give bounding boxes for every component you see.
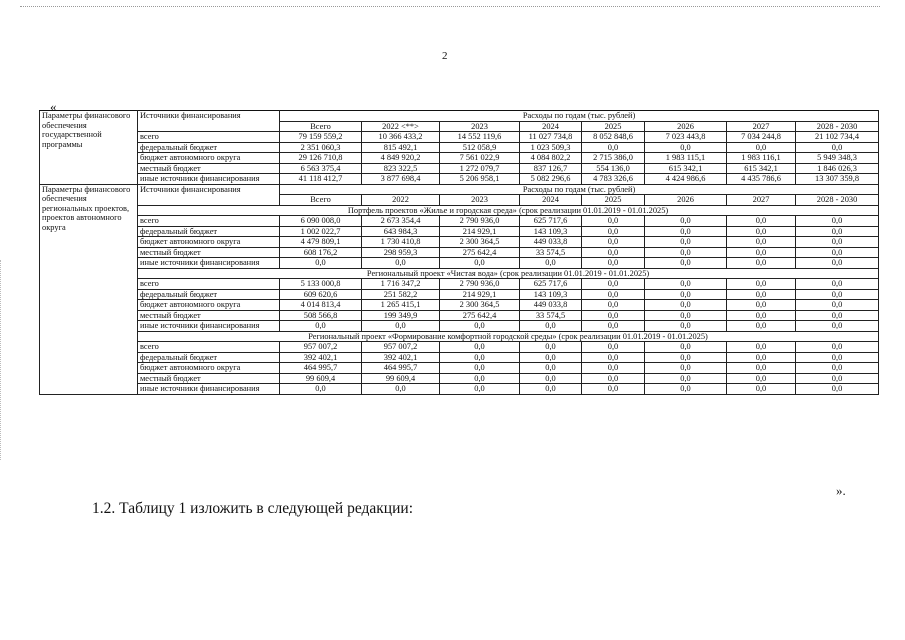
section1-cell: 21 102 734,4 (796, 132, 879, 143)
section2-cell: 6 090 008,0 (280, 216, 362, 227)
amendment-paragraph: 1.2. Таблицу 1 изложить в следующей редакции: (92, 500, 413, 517)
section2-data-row (40, 289, 879, 300)
section2-cell: 0,0 (440, 384, 520, 395)
section2-cell: 99 609,4 (280, 373, 362, 384)
section2-cell: 0,0 (440, 342, 520, 353)
section2-cell: 33 574,5 (520, 247, 582, 258)
section2-project-title: Портфель проектов «Жилье и городская среда» (срок реализации 01.01.2019 - 01.01.2025) (138, 205, 879, 216)
section2-cell: 0,0 (727, 384, 796, 395)
section2-cell: 0,0 (645, 363, 727, 374)
section1-cell: 11 027 734,8 (520, 132, 582, 143)
section1-row-label: иные источники финансирования (138, 174, 280, 185)
section1-data-row (40, 163, 879, 174)
section2-cell: 0,0 (582, 373, 645, 384)
section2-cell: 0,0 (645, 258, 727, 269)
section2-cell: 99 609,4 (362, 373, 440, 384)
section2-cell: 0,0 (796, 279, 879, 290)
section2-cell: 0,0 (727, 279, 796, 290)
section1-cell: 7 023 443,8 (645, 132, 727, 143)
section2-cell: 608 176,2 (280, 247, 362, 258)
section2-row-label: бюджет автономного округа (138, 300, 280, 311)
section1-cell: 554 136,0 (582, 163, 645, 174)
section2-cell: 0,0 (727, 258, 796, 269)
section2-data-row (40, 373, 879, 384)
section1-cell: 7 034 244,8 (727, 132, 796, 143)
section1-cell: 5 082 296,6 (520, 174, 582, 185)
section2-cell: 0,0 (727, 352, 796, 363)
section1-cell: 4 435 786,6 (727, 174, 796, 185)
section1-cell: 13 307 359,8 (796, 174, 879, 185)
section2-cell: 0,0 (582, 247, 645, 258)
section2-year-0: Всего (280, 195, 362, 206)
section1-cell: 8 052 848,6 (582, 132, 645, 143)
section2-cell: 0,0 (582, 321, 645, 332)
section1-cell: 615 342,1 (645, 163, 727, 174)
section2-cell: 0,0 (280, 258, 362, 269)
section2-row-label: всего (138, 279, 280, 290)
section2-data-row (40, 321, 879, 332)
section2-cell: 0,0 (582, 216, 645, 227)
section2-cell: 0,0 (520, 363, 582, 374)
section2-project-title-row (40, 205, 879, 216)
section1-cell: 1 272 079,7 (440, 163, 520, 174)
section2-cell: 0,0 (796, 226, 879, 237)
section2-cell: 0,0 (796, 237, 879, 248)
section2-cell: 0,0 (727, 237, 796, 248)
section2-cell: 0,0 (727, 321, 796, 332)
section2-cell: 298 959,3 (362, 247, 440, 258)
section1-cell: 7 561 022,9 (440, 153, 520, 164)
section2-source-header: Источники финансирования (138, 184, 280, 205)
section1-cell: 2 715 386,0 (582, 153, 645, 164)
section2-cell: 0,0 (440, 373, 520, 384)
section2-cell: 0,0 (645, 384, 727, 395)
section2-cell: 251 582,2 (362, 289, 440, 300)
section2-data-row (40, 384, 879, 395)
section2-data-row (40, 258, 879, 269)
section2-cell: 0,0 (520, 342, 582, 353)
section2-cell: 0,0 (796, 321, 879, 332)
section1-year-2: 2023 (440, 121, 520, 132)
scan-edge-top (20, 6, 880, 7)
section2-cell: 0,0 (582, 258, 645, 269)
section1-cell: 1 983 115,1 (645, 153, 727, 164)
section1-year-0: Всего (280, 121, 362, 132)
section2-cell: 957 007,2 (362, 342, 440, 353)
section2-cell: 0,0 (645, 279, 727, 290)
scan-edge-left (0, 260, 1, 460)
section2-cell: 0,0 (582, 310, 645, 321)
section2-cell: 0,0 (727, 289, 796, 300)
financing-table (39, 110, 879, 395)
section2-cell: 0,0 (440, 321, 520, 332)
section2-cell: 0,0 (645, 342, 727, 353)
section2-cell: 33 574,5 (520, 310, 582, 321)
section1-cell: 3 877 698,4 (362, 174, 440, 185)
section2-cell: 0,0 (440, 258, 520, 269)
section2-cell: 0,0 (582, 279, 645, 290)
section2-cell: 199 349,9 (362, 310, 440, 321)
section2-cell: 0,0 (645, 373, 727, 384)
section2-cell: 0,0 (796, 300, 879, 311)
section2-project-title: Региональный проект «Формирование комфортной городской среды» (срок реализации 01.01.2019 - 01.01.2025) (138, 331, 879, 342)
section2-data-row (40, 363, 879, 374)
section2-cell: 609 620,6 (280, 289, 362, 300)
open-quote: « (50, 99, 57, 114)
section2-cell: 625 717,6 (520, 279, 582, 290)
section1-data-row (40, 153, 879, 164)
section2-cell: 0,0 (645, 247, 727, 258)
section2-cell: 0,0 (796, 384, 879, 395)
section1-param-label: Параметры финансового обеспечения государственной программы (40, 111, 138, 185)
section1-cell: 0,0 (727, 142, 796, 153)
section2-cell: 0,0 (727, 310, 796, 321)
section2-data-row (40, 352, 879, 363)
section2-cell: 0,0 (727, 363, 796, 374)
section2-cell: 0,0 (727, 216, 796, 227)
section2-row-label: иные источники финансирования (138, 258, 280, 269)
section2-row-label: федеральный бюджет (138, 352, 280, 363)
section1-cell: 615 342,1 (727, 163, 796, 174)
section2-cell: 0,0 (645, 237, 727, 248)
section2-cell: 508 566,8 (280, 310, 362, 321)
section2-cell: 0,0 (582, 342, 645, 353)
section2-cell: 0,0 (645, 226, 727, 237)
section2-row-label: иные источники финансирования (138, 321, 280, 332)
section2-cell: 0,0 (645, 352, 727, 363)
section1-data-row (40, 174, 879, 185)
section2-cell: 0,0 (582, 363, 645, 374)
section1-row-label: бюджет автономного округа (138, 153, 280, 164)
section1-year-5: 2026 (645, 121, 727, 132)
section2-cell: 0,0 (520, 373, 582, 384)
section1-header-row (40, 111, 879, 122)
section2-row-label: местный бюджет (138, 373, 280, 384)
section2-cell: 1 002 022,7 (280, 226, 362, 237)
section2-cell: 0,0 (440, 363, 520, 374)
section2-year-6: 2027 (727, 195, 796, 206)
section2-project-title: Региональный проект «Чистая вода» (срок реализации 01.01.2019 - 01.01.2025) (138, 268, 879, 279)
section2-cell: 957 007,2 (280, 342, 362, 353)
section2-cell: 0,0 (645, 310, 727, 321)
section1-cell: 815 492,1 (362, 142, 440, 153)
section2-cell: 5 133 000,8 (280, 279, 362, 290)
section2-data-row (40, 279, 879, 290)
section1-cell: 0,0 (645, 142, 727, 153)
section2-cell: 449 033,8 (520, 237, 582, 248)
section2-cell: 2 673 354,4 (362, 216, 440, 227)
section2-cell: 464 995,7 (280, 363, 362, 374)
section2-cell: 0,0 (362, 321, 440, 332)
section2-row-label: местный бюджет (138, 310, 280, 321)
section2-cell: 0,0 (727, 300, 796, 311)
section2-cell: 0,0 (582, 226, 645, 237)
section1-year-7: 2028 - 2030 (796, 121, 879, 132)
section2-cell: 2 300 364,5 (440, 237, 520, 248)
section1-cell: 5 206 958,1 (440, 174, 520, 185)
section1-cell: 4 084 802,2 (520, 153, 582, 164)
section2-cell: 1 730 410,8 (362, 237, 440, 248)
section2-cell: 4 014 813,4 (280, 300, 362, 311)
section2-cell: 0,0 (582, 352, 645, 363)
page-number: 2 (442, 50, 448, 62)
section2-cell: 464 995,7 (362, 363, 440, 374)
section2-row-label: иные источники финансирования (138, 384, 280, 395)
section1-data-row (40, 142, 879, 153)
section2-cell: 392 402,1 (280, 352, 362, 363)
section2-cell: 0,0 (727, 226, 796, 237)
section2-cell: 143 109,3 (520, 226, 582, 237)
financing-table-body (40, 111, 879, 395)
section2-cell: 2 790 936,0 (440, 216, 520, 227)
section2-cell: 275 642,4 (440, 310, 520, 321)
section2-cell: 0,0 (440, 352, 520, 363)
section2-data-row (40, 300, 879, 311)
section1-cell: 1 023 509,3 (520, 142, 582, 153)
section1-cell: 4 783 326,6 (582, 174, 645, 185)
section2-cell: 0,0 (796, 247, 879, 258)
section2-year-1: 2022 (362, 195, 440, 206)
section1-cell: 512 058,9 (440, 142, 520, 153)
section2-year-4: 2025 (582, 195, 645, 206)
section2-cell: 1 265 415,1 (362, 300, 440, 311)
section2-row-label: федеральный бюджет (138, 289, 280, 300)
section2-year-2: 2023 (440, 195, 520, 206)
section2-cell: 0,0 (727, 342, 796, 353)
section2-cell: 2 790 936,0 (440, 279, 520, 290)
section1-cell: 4 424 986,6 (645, 174, 727, 185)
section2-cell: 0,0 (645, 300, 727, 311)
section2-cell: 0,0 (520, 258, 582, 269)
section2-cell: 2 300 364,5 (440, 300, 520, 311)
section2-cell: 0,0 (582, 237, 645, 248)
section2-cell: 0,0 (796, 289, 879, 300)
section2-data-row (40, 342, 879, 353)
section1-data-row (40, 132, 879, 143)
section2-cell: 0,0 (645, 321, 727, 332)
section2-cell: 392 402,1 (362, 352, 440, 363)
section2-data-row (40, 216, 879, 227)
section1-cell: 1 846 026,3 (796, 163, 879, 174)
section2-cell: 0,0 (362, 258, 440, 269)
section1-cell: 4 849 920,2 (362, 153, 440, 164)
section1-cell: 6 563 375,4 (280, 163, 362, 174)
section2-row-label: бюджет автономного округа (138, 363, 280, 374)
section1-cell: 837 126,7 (520, 163, 582, 174)
section2-cell: 0,0 (796, 216, 879, 227)
section1-cell: 14 552 119,6 (440, 132, 520, 143)
section1-cell: 1 983 116,1 (727, 153, 796, 164)
section1-year-1: 2022 <**> (362, 121, 440, 132)
section2-row-label: федеральный бюджет (138, 226, 280, 237)
section2-cell: 0,0 (582, 300, 645, 311)
section1-cell: 2 351 060,3 (280, 142, 362, 153)
section1-row-label: федеральный бюджет (138, 142, 280, 153)
section2-cell: 0,0 (727, 247, 796, 258)
section2-row-label: бюджет автономного округа (138, 237, 280, 248)
section2-cell: 0,0 (280, 321, 362, 332)
section1-year-3: 2024 (520, 121, 582, 132)
section1-cell: 29 126 710,8 (280, 153, 362, 164)
section1-cell: 79 159 559,2 (280, 132, 362, 143)
section2-cell: 0,0 (796, 373, 879, 384)
section1-expense-header: Расходы по годам (тыс. рублей) (280, 111, 879, 122)
section2-year-7: 2028 - 2030 (796, 195, 879, 206)
section2-row-label: местный бюджет (138, 247, 280, 258)
section2-data-row (40, 310, 879, 321)
section2-cell: 0,0 (520, 321, 582, 332)
section2-cell: 0,0 (796, 352, 879, 363)
section2-data-row (40, 237, 879, 248)
section2-project-title-row (40, 331, 879, 342)
section2-cell: 0,0 (582, 384, 645, 395)
section2-cell: 275 642,4 (440, 247, 520, 258)
section2-data-row (40, 247, 879, 258)
section2-cell: 0,0 (520, 352, 582, 363)
section1-cell: 0,0 (796, 142, 879, 153)
section2-cell: 143 109,3 (520, 289, 582, 300)
section2-project-title-row (40, 268, 879, 279)
section2-cell: 449 033,8 (520, 300, 582, 311)
section1-cell: 823 322,5 (362, 163, 440, 174)
section1-year-4: 2025 (582, 121, 645, 132)
section2-cell: 214 929,1 (440, 289, 520, 300)
section2-cell: 0,0 (796, 363, 879, 374)
section1-cell: 5 949 348,3 (796, 153, 879, 164)
section2-cell: 0,0 (796, 342, 879, 353)
section2-param-label: Параметры финансового обеспечения региональных проектов, проектов автономного округа (40, 184, 138, 394)
section2-cell: 0,0 (796, 310, 879, 321)
section1-cell: 41 118 412,7 (280, 174, 362, 185)
section2-cell: 214 929,1 (440, 226, 520, 237)
section2-cell: 0,0 (280, 384, 362, 395)
section2-header-row (40, 184, 879, 195)
section2-cell: 0,0 (582, 289, 645, 300)
section2-cell: 0,0 (520, 384, 582, 395)
section2-cell: 1 716 347,2 (362, 279, 440, 290)
section2-cell: 625 717,6 (520, 216, 582, 227)
section1-source-header: Источники финансирования (138, 111, 280, 132)
section2-expense-header: Расходы по годам (тыс. рублей) (280, 184, 879, 195)
section1-year-6: 2027 (727, 121, 796, 132)
section2-cell: 0,0 (645, 216, 727, 227)
section2-cell: 643 984,3 (362, 226, 440, 237)
section1-row-label: местный бюджет (138, 163, 280, 174)
close-quote: ». (836, 483, 846, 498)
section2-data-row (40, 226, 879, 237)
section2-cell: 0,0 (362, 384, 440, 395)
section1-row-label: всего (138, 132, 280, 143)
section2-row-label: всего (138, 216, 280, 227)
section1-cell: 0,0 (582, 142, 645, 153)
section2-cell: 4 479 809,1 (280, 237, 362, 248)
section2-year-3: 2024 (520, 195, 582, 206)
section1-cell: 10 366 433,2 (362, 132, 440, 143)
section2-row-label: всего (138, 342, 280, 353)
section2-year-5: 2026 (645, 195, 727, 206)
section2-cell: 0,0 (645, 289, 727, 300)
section2-cell: 0,0 (796, 258, 879, 269)
section2-cell: 0,0 (727, 373, 796, 384)
